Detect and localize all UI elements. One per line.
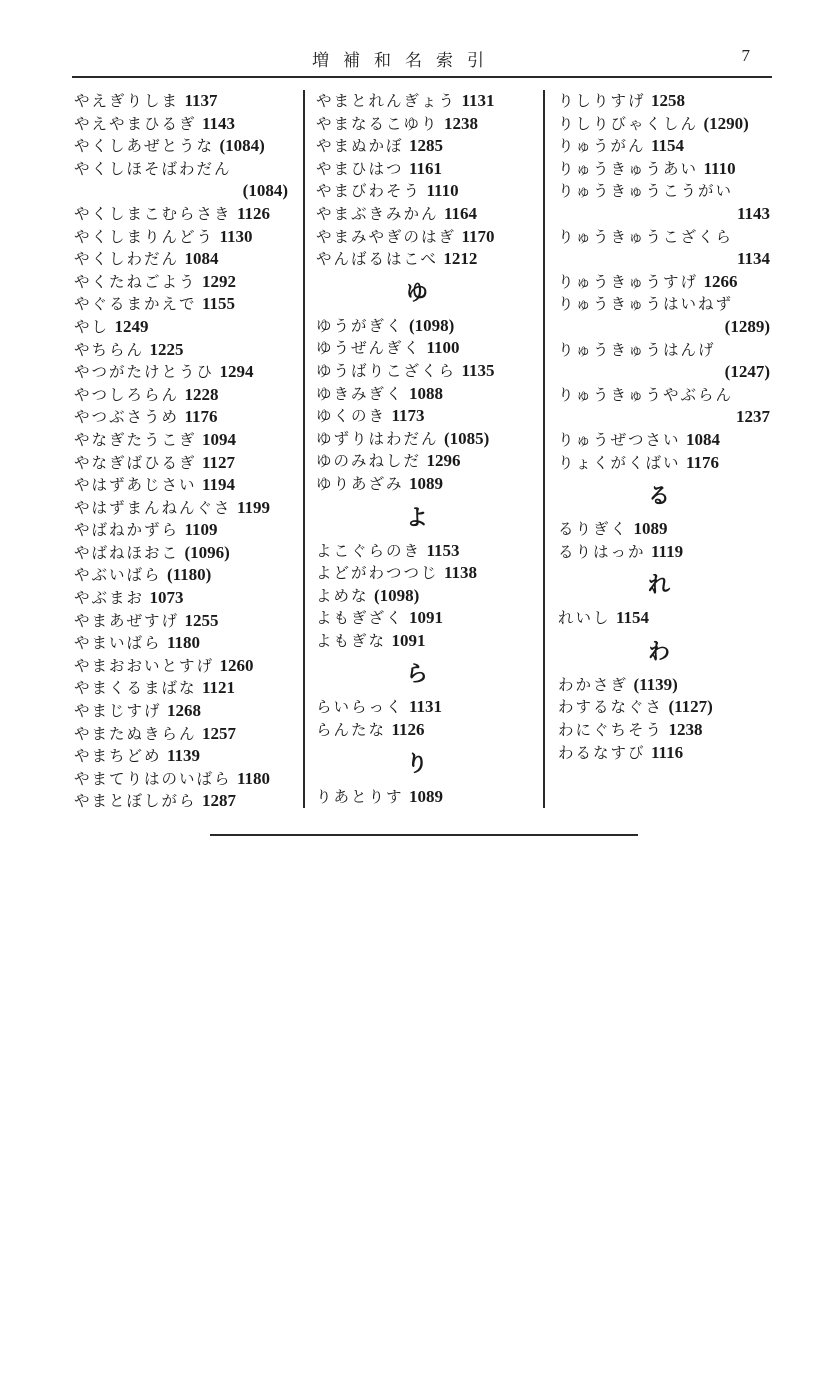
- entry-page-ref: 1091: [408, 608, 443, 628]
- entry-name: やまみやぎのはぎ: [316, 227, 457, 246]
- entry-name: やぶいばら: [74, 566, 162, 585]
- index-entry: [316, 428, 540, 451]
- index-entry: [558, 719, 782, 742]
- index-entry-continuation: [558, 203, 782, 226]
- entry-page-ref: 1257: [201, 723, 236, 743]
- index-entry: [316, 113, 540, 136]
- entry-page-ref: 1089: [633, 519, 668, 539]
- entry-page-ref: 1143: [201, 113, 236, 133]
- entry-name: やまひはつ: [316, 159, 404, 178]
- page-number: 7: [741, 46, 750, 65]
- index-entry: [74, 519, 300, 542]
- entry-page-ref: 1238: [668, 720, 703, 740]
- entry-page-ref: 1091: [391, 630, 426, 650]
- entry-page-ref: (1247): [724, 362, 770, 382]
- index-entry: [316, 562, 540, 585]
- entry-name: やまじすげ: [74, 702, 162, 721]
- entry-page-ref: (1085): [443, 428, 490, 448]
- entry-page-ref: 1127: [201, 452, 236, 472]
- entry-name: るりぎく: [558, 520, 629, 539]
- entry-page-ref: 1225: [149, 339, 184, 359]
- index-entry: [74, 677, 300, 700]
- index-entry: [74, 203, 300, 226]
- index-entry: [74, 632, 300, 655]
- index-entry: [316, 630, 540, 653]
- index-entry: [558, 226, 782, 249]
- index-entry: [316, 786, 540, 809]
- entry-name: やはずあじさい: [74, 476, 197, 495]
- entry-page-ref: 1258: [650, 91, 685, 110]
- entry-page-ref: 1161: [408, 158, 443, 178]
- entry-page-ref: 1153: [426, 540, 460, 560]
- entry-name: やなぎばひるぎ: [74, 453, 197, 472]
- index-entry: [558, 180, 782, 203]
- entry-name: やくしまりんどう: [74, 227, 215, 246]
- entry-name: やまてりはのいばら: [74, 769, 232, 788]
- entry-name: りしりすげ: [558, 92, 646, 110]
- entry-page-ref: 1170: [461, 226, 495, 246]
- entry-page-ref: 1084: [685, 429, 720, 449]
- entry-page-ref: 1109: [184, 520, 218, 540]
- entry-name: ゆりあざみ: [316, 474, 404, 493]
- index-entry: [558, 158, 782, 181]
- entry-name: りゅうきゅうこざくら: [558, 227, 734, 246]
- entry-page-ref: 1110: [703, 158, 736, 178]
- entry-name: やまあぜすげ: [74, 611, 180, 630]
- index-entry: [558, 293, 782, 316]
- entry-name: やまくるまばな: [74, 679, 197, 698]
- entry-name: りゅうきゅうこうがい: [558, 182, 734, 201]
- footer-rule: [210, 834, 638, 836]
- entry-page-ref: (1127): [668, 697, 713, 717]
- entry-page-ref: (1139): [633, 674, 678, 694]
- index-entry: [316, 540, 540, 563]
- entry-page-ref: 1088: [408, 383, 443, 403]
- entry-page-ref: 1155: [201, 294, 236, 314]
- index-entry: [316, 607, 540, 630]
- entry-name: やまいばら: [74, 634, 162, 653]
- index-column-1: [74, 90, 300, 813]
- entry-name: やなぎたうこぎ: [74, 430, 197, 449]
- entry-name: わかさぎ: [558, 675, 629, 694]
- entry-name: やつがたけとうひ: [74, 363, 215, 382]
- index-entry-continuation: [558, 361, 782, 384]
- entry-page-ref: 1194: [201, 475, 236, 495]
- column-divider: [543, 90, 545, 808]
- entry-name: わするなぐさ: [558, 698, 664, 717]
- entry-name: やくしほそばわだん: [74, 159, 232, 178]
- entry-name: やまとれんぎょう: [316, 92, 457, 110]
- index-entry: [558, 339, 782, 362]
- page-header: [72, 46, 772, 76]
- entry-page-ref: 1180: [166, 633, 201, 653]
- entry-name: りあとりす: [316, 787, 404, 806]
- entry-page-ref: 1268: [166, 701, 201, 721]
- section-heading: り: [405, 750, 428, 777]
- entry-page-ref: 1119: [650, 541, 684, 561]
- entry-name: やくしまこむらさき: [74, 204, 232, 223]
- index-entry: [74, 248, 300, 271]
- entry-name: やまぬかぼ: [316, 137, 404, 156]
- index-entry: [74, 768, 300, 791]
- index-entry: [316, 248, 540, 271]
- page-title: 増補和名索引: [312, 51, 498, 71]
- index-entry: [316, 405, 540, 428]
- entry-name: りしりびゃくしん: [558, 114, 699, 133]
- index-entry: [74, 745, 300, 768]
- index-entry: [558, 271, 782, 294]
- entry-name: やつしろらん: [74, 385, 180, 404]
- section-heading: ら: [405, 661, 428, 688]
- index-column-3: [558, 90, 782, 764]
- entry-name: やし: [74, 317, 110, 336]
- section-heading: よ: [405, 504, 428, 531]
- index-entry: [74, 135, 300, 158]
- entry-page-ref: 1285: [408, 136, 443, 156]
- entry-page-ref: 1134: [736, 249, 770, 269]
- entry-name: やくたねごよう: [74, 272, 197, 291]
- entry-page-ref: 1130: [219, 226, 253, 246]
- entry-page-ref: 1143: [736, 203, 770, 223]
- index-entry: [558, 541, 782, 564]
- index-entry: [558, 452, 782, 475]
- entry-name: りゅうきゅうすげ: [558, 272, 699, 291]
- entry-page-ref: 1212: [443, 249, 478, 269]
- index-entry: [74, 113, 300, 136]
- section-heading: わ: [647, 638, 670, 665]
- index-entry: [74, 158, 300, 181]
- entry-page-ref: (1180): [166, 565, 212, 585]
- entry-page-ref: (1084): [242, 181, 288, 201]
- entry-page-ref: 1294: [219, 362, 254, 382]
- index-entry: [316, 180, 540, 203]
- entry-name: りゅうぜつさい: [558, 430, 681, 449]
- index-entry: [316, 337, 540, 360]
- index-entry: [558, 135, 782, 158]
- entry-name: やはずまんねんぐさ: [74, 498, 232, 517]
- index-entry: [558, 742, 782, 765]
- entry-page-ref: 1135: [461, 360, 495, 380]
- index-entry: [316, 315, 540, 338]
- index-entry: [74, 587, 300, 610]
- entry-name: ゆくのき: [316, 407, 387, 426]
- index-entry: [74, 497, 300, 520]
- index-entry: [316, 696, 540, 719]
- index-entry: [74, 406, 300, 429]
- entry-name: やまとぼしがら: [74, 792, 197, 811]
- entry-name: よどがわつつじ: [316, 564, 439, 583]
- entry-page-ref: 1249: [114, 316, 149, 336]
- entry-page-ref: 1089: [408, 473, 443, 493]
- entry-name: ゆうぜんぎく: [316, 339, 422, 358]
- entry-page-ref: 1126: [236, 203, 271, 223]
- entry-page-ref: 1266: [703, 271, 738, 291]
- entry-name: ゆうがぎく: [316, 316, 404, 335]
- entry-page-ref: (1290): [703, 113, 749, 133]
- entry-page-ref: 1238: [443, 113, 478, 133]
- entry-name: ゆきみぎく: [316, 384, 404, 403]
- entry-name: りゅうきゅうはんげ: [558, 340, 716, 359]
- entry-page-ref: 1131: [408, 697, 443, 717]
- entry-page-ref: 1176: [685, 452, 720, 472]
- entry-name: りゅうきゅうはいねず: [558, 295, 734, 314]
- entry-name: よめな: [316, 586, 369, 605]
- index-entry: [74, 542, 300, 565]
- entry-name: よもぎな: [316, 631, 387, 650]
- index-entry: [316, 203, 540, 226]
- entry-page-ref: 1237: [736, 407, 770, 427]
- entry-page-ref: (1289): [724, 316, 770, 336]
- entry-name: らんたな: [316, 721, 387, 740]
- entry-name: やまちどめ: [74, 747, 162, 766]
- entry-page-ref: 1126: [391, 720, 425, 740]
- index-entry: [74, 700, 300, 723]
- entry-name: やばねほおこ: [74, 543, 180, 562]
- section-heading: ゆ: [405, 279, 428, 306]
- entry-name: れいし: [558, 609, 611, 628]
- section-heading: る: [647, 483, 670, 510]
- index-entry: [558, 607, 782, 630]
- entry-name: やまぶきみかん: [316, 204, 439, 223]
- index-entry: [74, 790, 300, 813]
- header-rule: [72, 76, 772, 78]
- index-entry-continuation: [558, 248, 782, 271]
- entry-page-ref: 1154: [615, 608, 650, 628]
- index-entry-continuation: [74, 180, 300, 203]
- entry-name: りゅうきゅうあい: [558, 159, 699, 178]
- entry-page-ref: 1121: [201, 678, 236, 698]
- entry-page-ref: 1137: [184, 91, 218, 110]
- index-entry: [316, 450, 540, 473]
- index-entry: [558, 113, 782, 136]
- index-entry: [316, 90, 540, 113]
- index-entry: [316, 383, 540, 406]
- index-entry: [74, 339, 300, 362]
- entry-name: りょくがくばい: [558, 453, 681, 472]
- entry-name: らいらっく: [316, 698, 404, 717]
- index-entry: [316, 158, 540, 181]
- entry-page-ref: 1296: [426, 451, 461, 471]
- entry-page-ref: 1260: [219, 655, 254, 675]
- entry-name: やぶまお: [74, 589, 145, 608]
- entry-page-ref: 1138: [443, 563, 478, 583]
- entry-page-ref: 1139: [166, 746, 201, 766]
- index-entry: [558, 518, 782, 541]
- entry-name: やまたぬきらん: [74, 724, 197, 743]
- entry-name: ゆのみねしだ: [316, 452, 422, 471]
- index-entry: [74, 361, 300, 384]
- entry-page-ref: 1089: [408, 786, 443, 806]
- index-column-2: [316, 90, 540, 808]
- index-entry: [74, 564, 300, 587]
- entry-name: ゆうばりこざくら: [316, 361, 457, 380]
- index-entry: [74, 90, 300, 113]
- index-entry: [316, 360, 540, 383]
- index-entry: [316, 719, 540, 742]
- entry-name: やちらん: [74, 340, 145, 359]
- entry-page-ref: 1292: [201, 271, 236, 291]
- entry-page-ref: 1164: [443, 203, 478, 223]
- index-entry: [74, 384, 300, 407]
- entry-name: よこぐらのき: [316, 541, 422, 560]
- column-divider: [303, 90, 305, 808]
- entry-page-ref: 1154: [650, 136, 685, 156]
- index-entry: [558, 696, 782, 719]
- entry-page-ref: 1073: [149, 588, 184, 608]
- entry-page-ref: 1116: [650, 742, 684, 762]
- entry-name: やくしあぜとうな: [74, 137, 215, 156]
- entry-name: わるなすび: [558, 743, 646, 762]
- entry-name: りゅうがん: [558, 137, 646, 156]
- entry-page-ref: 1180: [236, 768, 271, 788]
- entry-name: やまびわそう: [316, 182, 422, 201]
- entry-name: りゅうきゅうやぶらん: [558, 385, 734, 404]
- index-entry: [316, 226, 540, 249]
- entry-page-ref: 1131: [461, 91, 495, 110]
- entry-name: るりはっか: [558, 542, 646, 561]
- index-entry-continuation: [558, 406, 782, 429]
- entry-name: やまおおいとすげ: [74, 656, 215, 675]
- index-entry: [74, 610, 300, 633]
- entry-name: やぐるまかえで: [74, 295, 197, 314]
- index-entry: [74, 474, 300, 497]
- entry-page-ref: 1173: [391, 406, 425, 426]
- index-entry: [74, 655, 300, 678]
- index-entry: [74, 271, 300, 294]
- entry-page-ref: (1098): [408, 315, 455, 335]
- entry-name: やばねかずら: [74, 521, 180, 540]
- entry-page-ref: 1255: [184, 610, 219, 630]
- entry-page-ref: 1094: [201, 429, 236, 449]
- entry-name: よもぎざく: [316, 609, 404, 628]
- index-entry: [316, 135, 540, 158]
- index-entry: [74, 316, 300, 339]
- entry-page-ref: (1096): [184, 542, 230, 562]
- entry-name: やつぶさうめ: [74, 408, 180, 427]
- index-entry: [74, 723, 300, 746]
- entry-page-ref: 1100: [426, 338, 460, 358]
- index-entry: [558, 429, 782, 452]
- entry-name: やまなるこゆり: [316, 114, 439, 133]
- index-entry: [558, 90, 782, 113]
- entry-page-ref: 1176: [184, 407, 218, 427]
- entry-name: やえぎりしま: [74, 92, 180, 110]
- index-entry: [74, 429, 300, 452]
- entry-name: やくしわだん: [74, 250, 180, 269]
- entry-page-ref: (1084): [219, 136, 265, 156]
- section-heading: れ: [647, 572, 670, 599]
- index-entry-continuation: [558, 316, 782, 339]
- entry-name: ゆずりはわだん: [316, 429, 439, 448]
- entry-page-ref: 1110: [426, 181, 459, 201]
- entry-page-ref: 1287: [201, 791, 236, 811]
- index-entry: [316, 585, 540, 608]
- entry-name: わにぐちそう: [558, 721, 664, 740]
- entry-page-ref: 1199: [236, 497, 271, 517]
- entry-page-ref: 1228: [184, 384, 219, 404]
- entry-name: やんばるはこべ: [316, 250, 438, 269]
- entry-name: やえやまひるぎ: [74, 114, 197, 133]
- entry-page-ref: 1084: [184, 249, 219, 269]
- index-entry: [558, 384, 782, 407]
- index-entry: [74, 452, 300, 475]
- index-entry: [74, 293, 300, 316]
- index-entry: [316, 473, 540, 496]
- index-entry: [558, 674, 782, 697]
- entry-page-ref: (1098): [373, 585, 420, 605]
- index-entry: [74, 226, 300, 249]
